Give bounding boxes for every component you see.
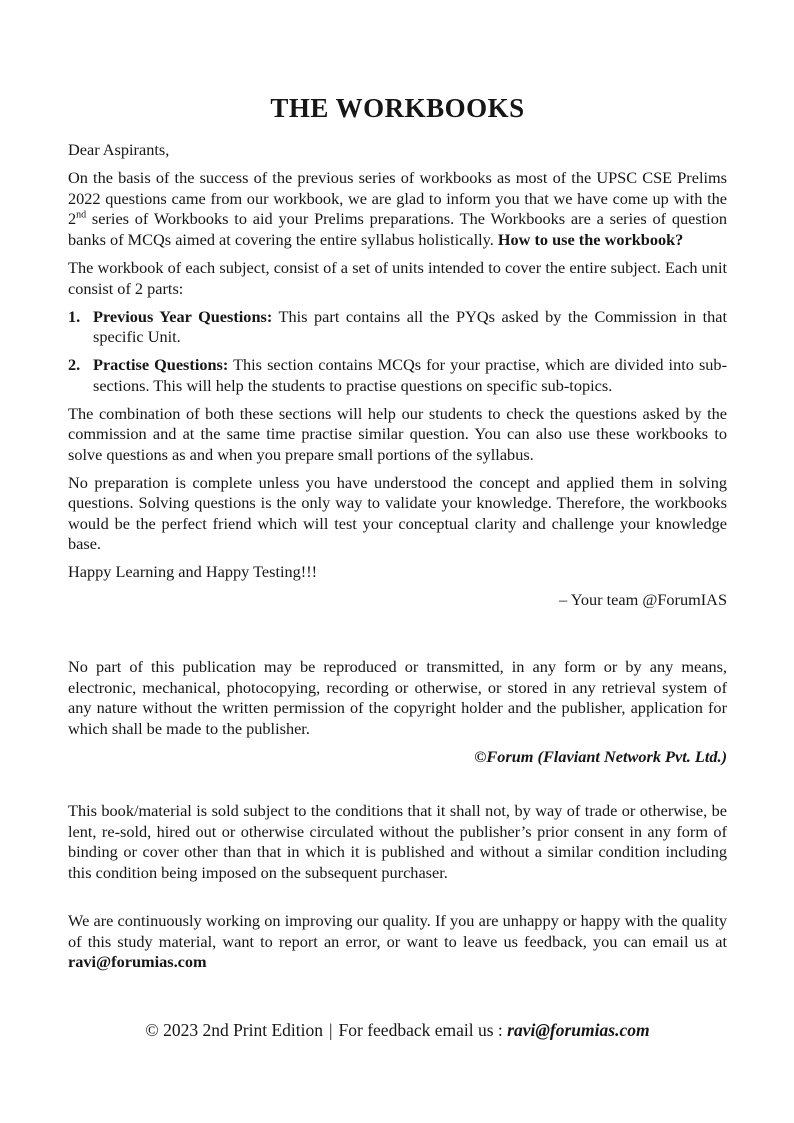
- combination-paragraph: The combination of both these sections will help our students to check the questions asked by the commission and at the same time practise similar question. You can also use these workbooks to solve questions as and when you prepare small portions of the syllabus.: [68, 403, 727, 464]
- salutation: Dear Aspirants,: [68, 140, 170, 160]
- list-item-body: [93, 307, 727, 348]
- list-item-heading: Practise Questions:: [93, 355, 229, 375]
- feedback-paragraph: [68, 911, 727, 973]
- list-item-heading: Previous Year Questions:: [93, 306, 273, 326]
- list-item-body: [93, 355, 727, 396]
- feedback-email: ravi@forumias.com: [68, 952, 207, 972]
- parts-list: [68, 307, 727, 397]
- feedback-text: We are continuously working on improving our quality. If you are unhappy or happy with the quality of this study material, want to report an error, or want to leave us feedback, you can email us at: [68, 911, 727, 951]
- publisher-credit: ©Forum (Flaviant Network Pvt. Ltd.): [474, 746, 727, 766]
- list-item: [68, 307, 727, 348]
- rights-paragraph: No part of this publication may be reproduced or transmitted, in any form or by any means, electronic, mechanical, photocopying, recording or otherwise, or stored in any retrieval system of any nature without the written permission of the copyright holder and the publisher, application for which shall be made to the publisher.: [68, 657, 727, 738]
- intro-text-2: series of Workbooks to aid your Prelims preparations. The Workbooks are a series of question banks of MCQs aimed at covering the entire syllabus holistically.: [68, 209, 727, 250]
- footer-email: ravi@forumias.com: [507, 1019, 650, 1040]
- footer-separator: |: [329, 1019, 333, 1040]
- list-item: [68, 355, 727, 396]
- list-item-text: This section contains MCQs for your practise, which are divided into sub-sections. This will help the students to practise questions on specific sub-topics.: [93, 355, 727, 395]
- ordinal-superscript: nd: [76, 210, 87, 222]
- team-signoff: – Your team @ForumIAS: [559, 590, 727, 610]
- footer-line: [68, 1019, 727, 1041]
- footer-edition: © 2023 2nd Print Edition: [145, 1019, 324, 1040]
- intro-emphasis: How to use the workbook?: [497, 230, 684, 250]
- list-item-number: 2.: [68, 355, 81, 375]
- list-item-number: 1.: [68, 306, 81, 326]
- structure-paragraph: The workbook of each subject, consist of a set of units intended to cover the entire subject. Each unit consist of 2 parts:: [68, 258, 727, 298]
- page-title: THE WORKBOOKS: [270, 93, 525, 123]
- intro-paragraph: [68, 168, 727, 250]
- closing-line: Happy Learning and Happy Testing!!!: [68, 562, 318, 582]
- sale-conditions-paragraph: This book/material is sold subject to the conditions that it shall not, by way of trade or otherwise, be lent, re-sold, hired out or otherwise circulated without the publisher’s prior consent in any form of binding or cover other than that in which it is published and without a similar condition including this condition being imposed on the subsequent purchaser.: [68, 801, 727, 882]
- intro-text-1: On the basis of the success of the previous series of workbooks as most of the UPSC CSE Prelims 2022 questions came from our workbook, we are glad to inform you that we have come up with the 2: [68, 168, 727, 229]
- list-item-text: This part contains all the PYQs asked by the Commission in that specific Unit.: [93, 306, 727, 347]
- motivation-paragraph: No preparation is complete unless you have understood the concept and applied them in solving questions. Solving questions is the only way to validate your knowledge. Therefore, the workbooks would be the perfect friend which will test your conceptual clarity and challenge your knowledge base.: [68, 472, 727, 554]
- footer-feedback-label: For feedback email us :: [338, 1019, 508, 1040]
